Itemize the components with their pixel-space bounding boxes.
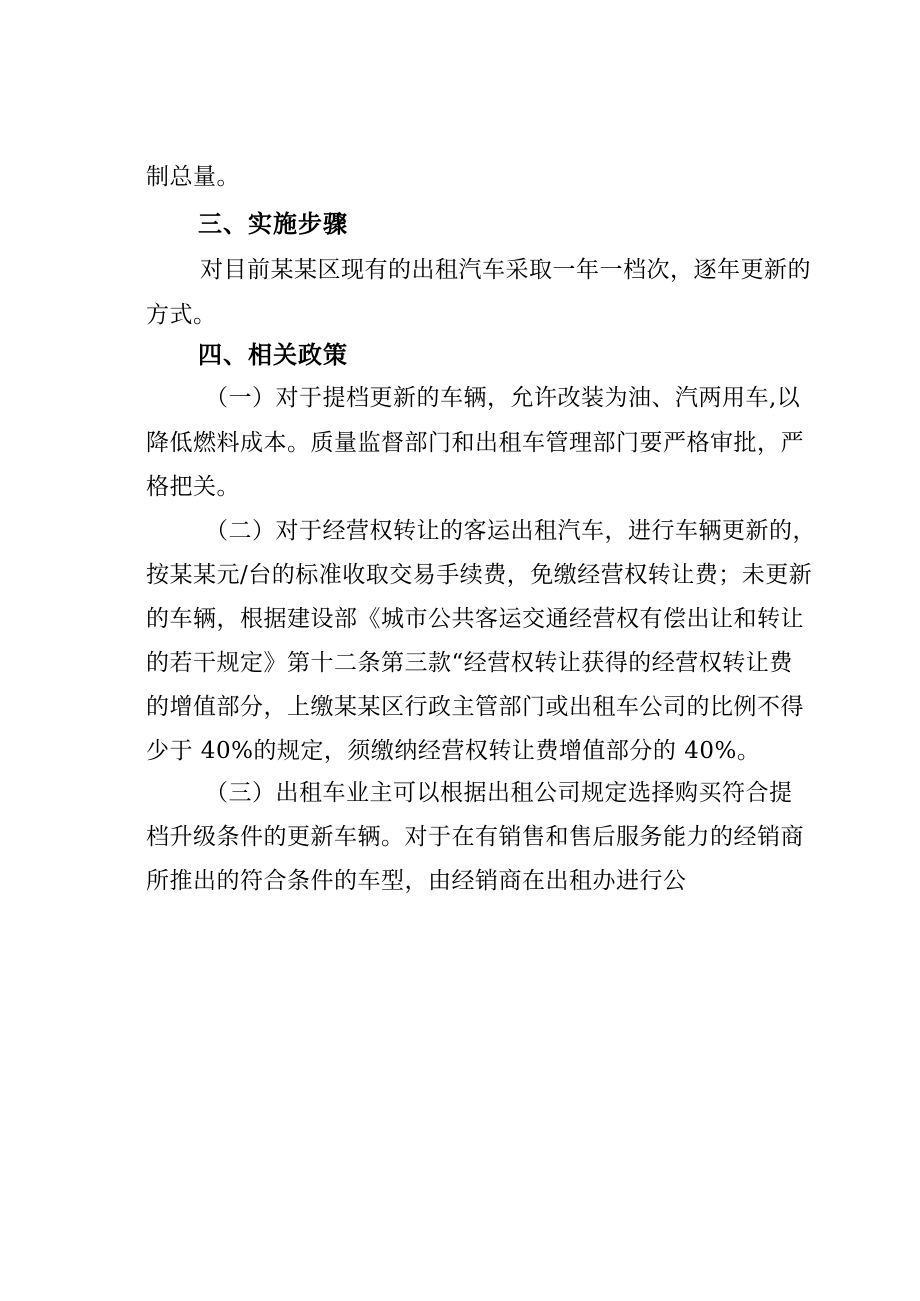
paragraph-text: 方式。: [146, 302, 217, 328]
paragraph-text: （二）对于经营权转让的客运出租汽车，进行车辆更新的，: [205, 518, 816, 544]
paragraph-text: 所推出的符合条件的车型，由经销商在出租办进行公: [146, 868, 687, 894]
paragraph-text: 制总量。: [146, 164, 240, 190]
paragraph-text: 档升级条件的更新车辆。对于在有销售和售后服务能力的经销商: [146, 824, 804, 850]
paragraph-text: 降低燃料成本。质量监督部门和出租车管理部门要严格审批，严: [146, 430, 804, 456]
section-heading-implementation-steps: 三、实施步骤: [198, 210, 348, 238]
paragraph-text: （一）对于提档更新的车辆，允许改装为油、汽两用车,以: [205, 385, 801, 411]
paragraph-text: 的增值部分，上缴某某区行政主管部门或出租车公司的比例不得: [146, 694, 804, 720]
paragraph-text: 少于 40%的规定，须缴纳经营权转让费增值部分的 40%。: [146, 738, 761, 764]
paragraph-text: 格把关。: [146, 474, 240, 500]
paragraph-text: 的若干规定》第十二条第三款“经营权转让获得的经营权转让费: [146, 650, 793, 676]
section-heading-related-policies: 四、相关政策: [198, 341, 348, 369]
paragraph-text: 对目前某某区现有的出租汽车采取一年一档次，逐年更新的: [200, 257, 811, 283]
paragraph-text: 的车辆，根据建设部《城市公共客运交通经营权有偿出让和转让: [146, 606, 804, 632]
paragraph-text: （三）出租车业主可以根据出租公司规定选择购买符合提: [205, 780, 793, 806]
paragraph-text: 按某某元/台的标准收取交易手续费，免缴经营权转让费；未更新: [146, 562, 813, 588]
